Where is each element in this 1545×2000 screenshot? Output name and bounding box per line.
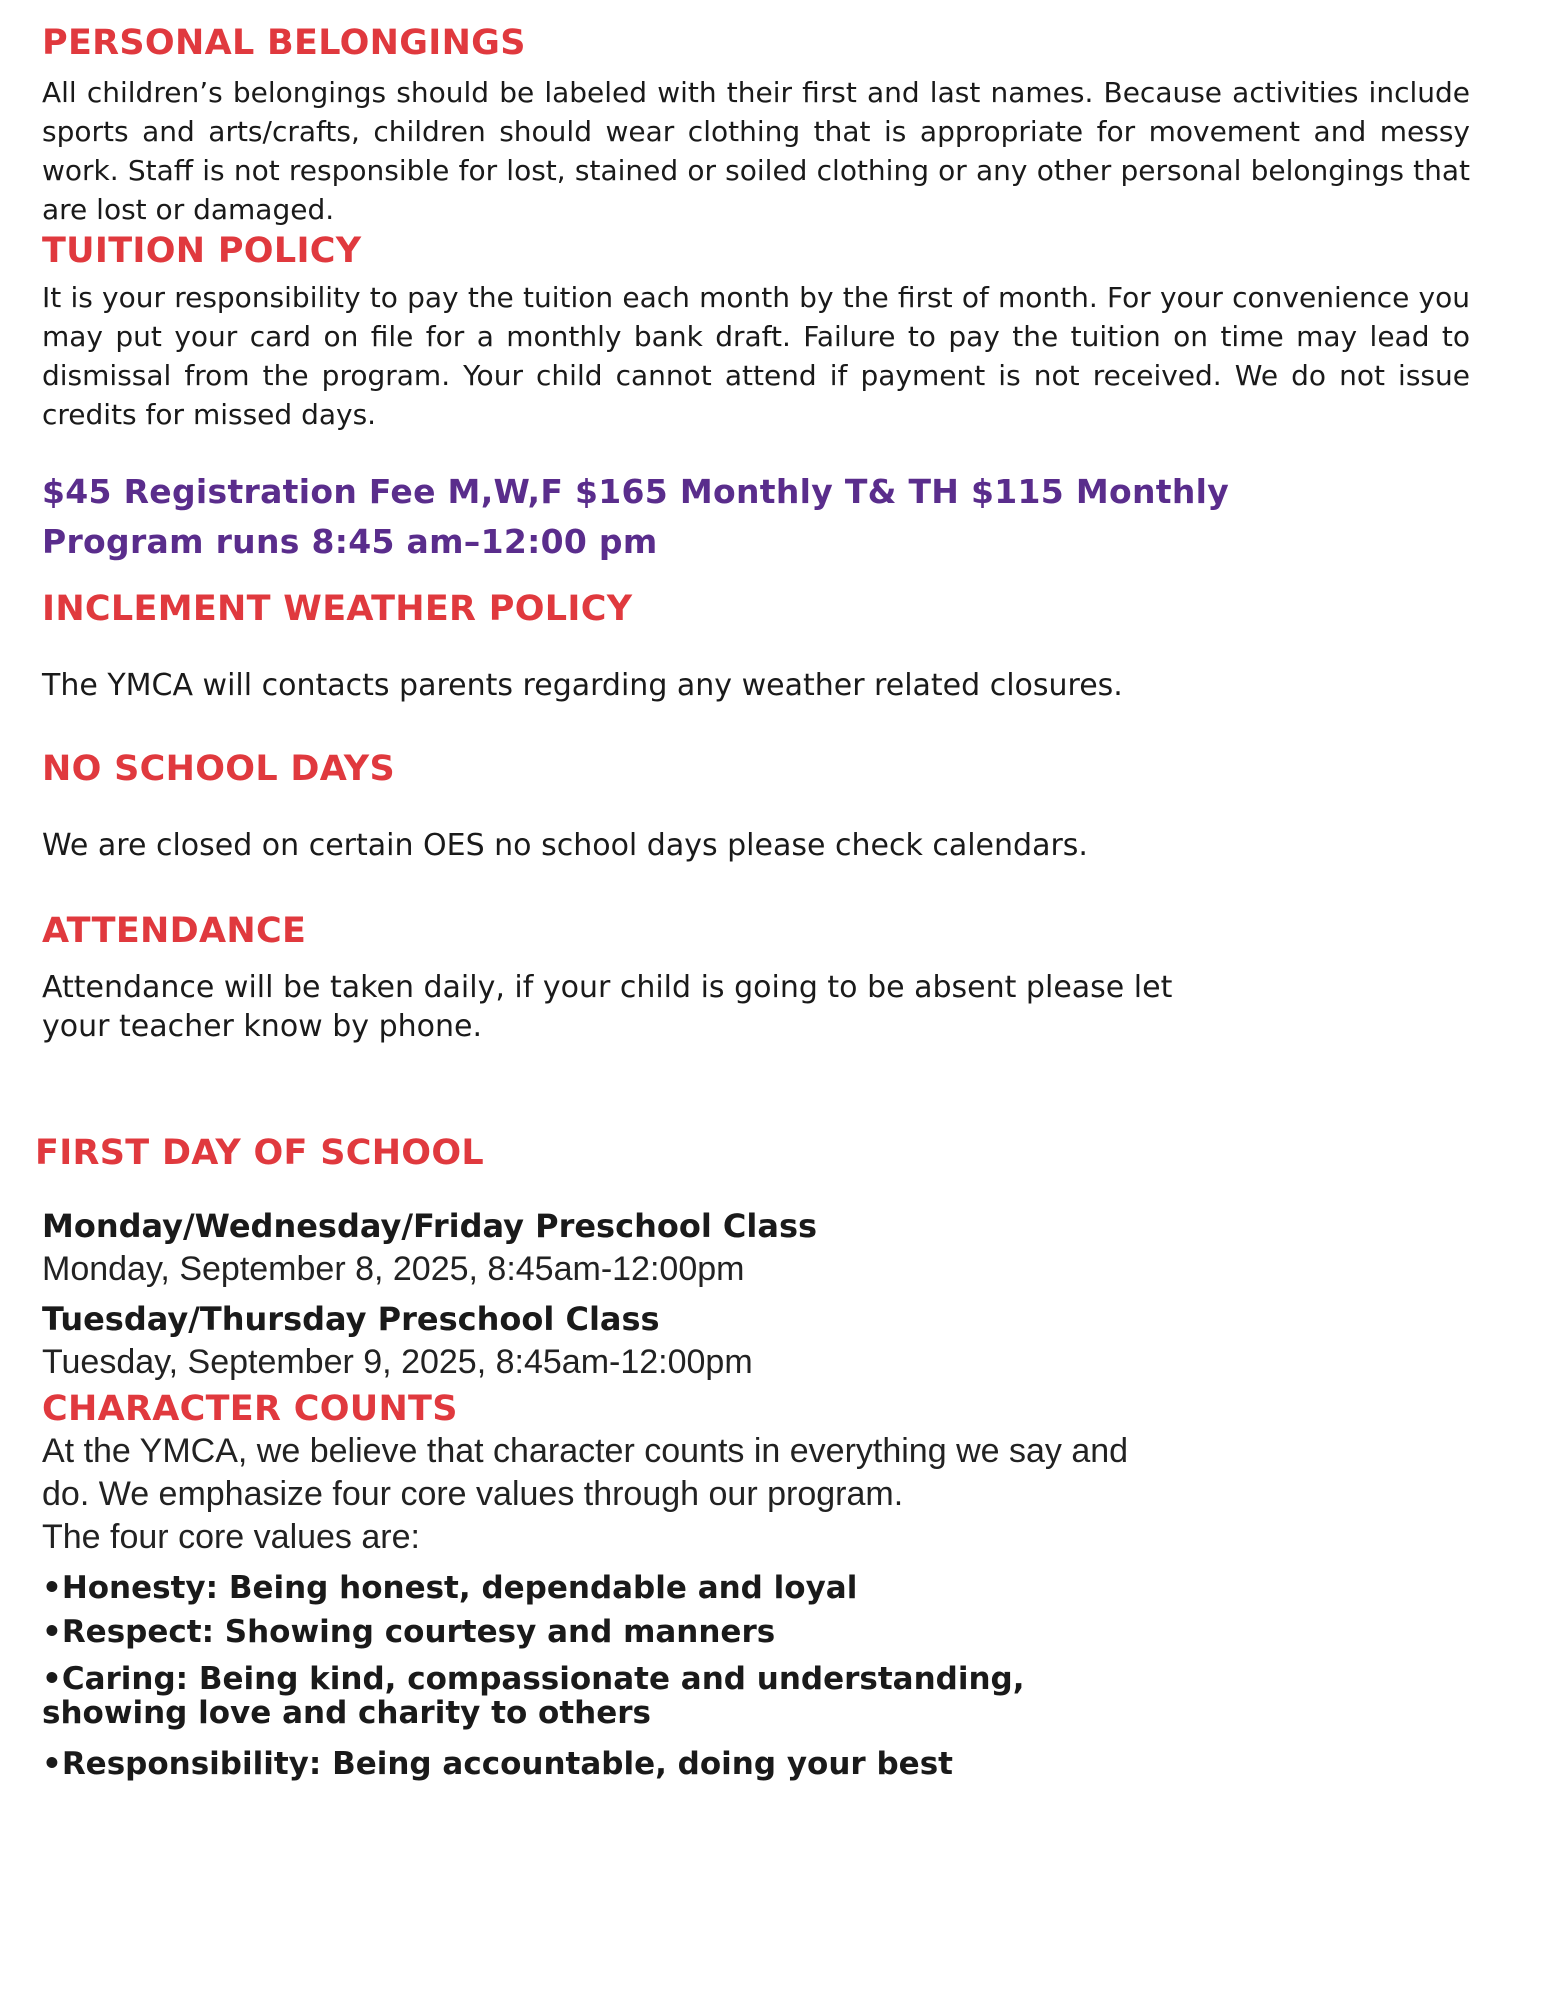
no-school-days-text: We are closed on certain OES no school days please check calendars. <box>42 828 1088 863</box>
character-counts-text-line-2: do. We emphasize four core values through our program. <box>42 1475 904 1513</box>
core-value-caring-continued: showing love and charity to others <box>42 1695 652 1731</box>
personal-belongings-heading: PERSONAL BELONGINGS <box>42 23 526 63</box>
core-value-respect: •Respect: Showing courtesy and manners <box>42 1614 776 1650</box>
inclement-weather-heading: INCLEMENT WEATHER POLICY <box>42 589 633 629</box>
tuition-policy-text: It is your responsibility to pay the tuition each month by the first of month. For your convenience you may put your card on file for a monthly bank draft. Failure to pay the tuition on time may lead to dismissal from the program. Your child cannot attend if payment is not received. We do not issue credits for missed days. <box>42 281 1470 431</box>
personal-belongings-text: All children’s belongings should be labeled with their first and last names. Because activities include sports and arts/crafts, children should wear clothing that is appropriate for movement and messy work. Staff is not responsible for lost, stained or soiled clothing or any other personal belongings that are lost or damaged. <box>42 76 1470 226</box>
class-date-tth: Tuesday, September 9, 2025, 8:45am-12:00pm <box>42 1343 753 1381</box>
first-day-heading: FIRST DAY OF SCHOOL <box>35 1133 485 1173</box>
tuition-policy-heading: TUITION POLICY <box>42 231 362 271</box>
character-counts-text-line-3: The four core values are: <box>42 1518 420 1556</box>
class-title-tth: Tuesday/Thursday Preschool Class <box>42 1300 660 1338</box>
core-value-honesty: •Honesty: Being honest, dependable and loyal <box>42 1570 858 1606</box>
core-value-caring: •Caring: Being kind, compassionate and understanding, <box>42 1661 1025 1697</box>
fees-line: $45 Registration Fee M,W,F $165 Monthly T& TH $115 Monthly <box>42 472 1230 511</box>
character-counts-text-line-1: At the YMCA, we believe that character counts in everything we say and <box>42 1432 1129 1470</box>
inclement-weather-text: The YMCA will contacts parents regarding any weather related closures. <box>42 668 1123 703</box>
attendance-text-line-2: your teacher know by phone. <box>42 1009 482 1044</box>
character-counts-heading: CHARACTER COUNTS <box>42 1389 458 1429</box>
no-school-days-heading: NO SCHOOL DAYS <box>42 749 395 789</box>
attendance-text-line-1: Attendance will be taken daily, if your child is going to be absent please let <box>42 970 1173 1005</box>
core-value-responsibility: •Responsibility: Being accountable, doing your best <box>42 1746 953 1782</box>
class-title-mwf: Monday/Wednesday/Friday Preschool Class <box>42 1207 818 1245</box>
attendance-heading: ATTENDANCE <box>42 911 307 951</box>
class-date-mwf: Monday, September 8, 2025, 8:45am-12:00pm <box>42 1250 745 1288</box>
program-hours-line: Program runs 8:45 am–12:00 pm <box>42 522 658 561</box>
